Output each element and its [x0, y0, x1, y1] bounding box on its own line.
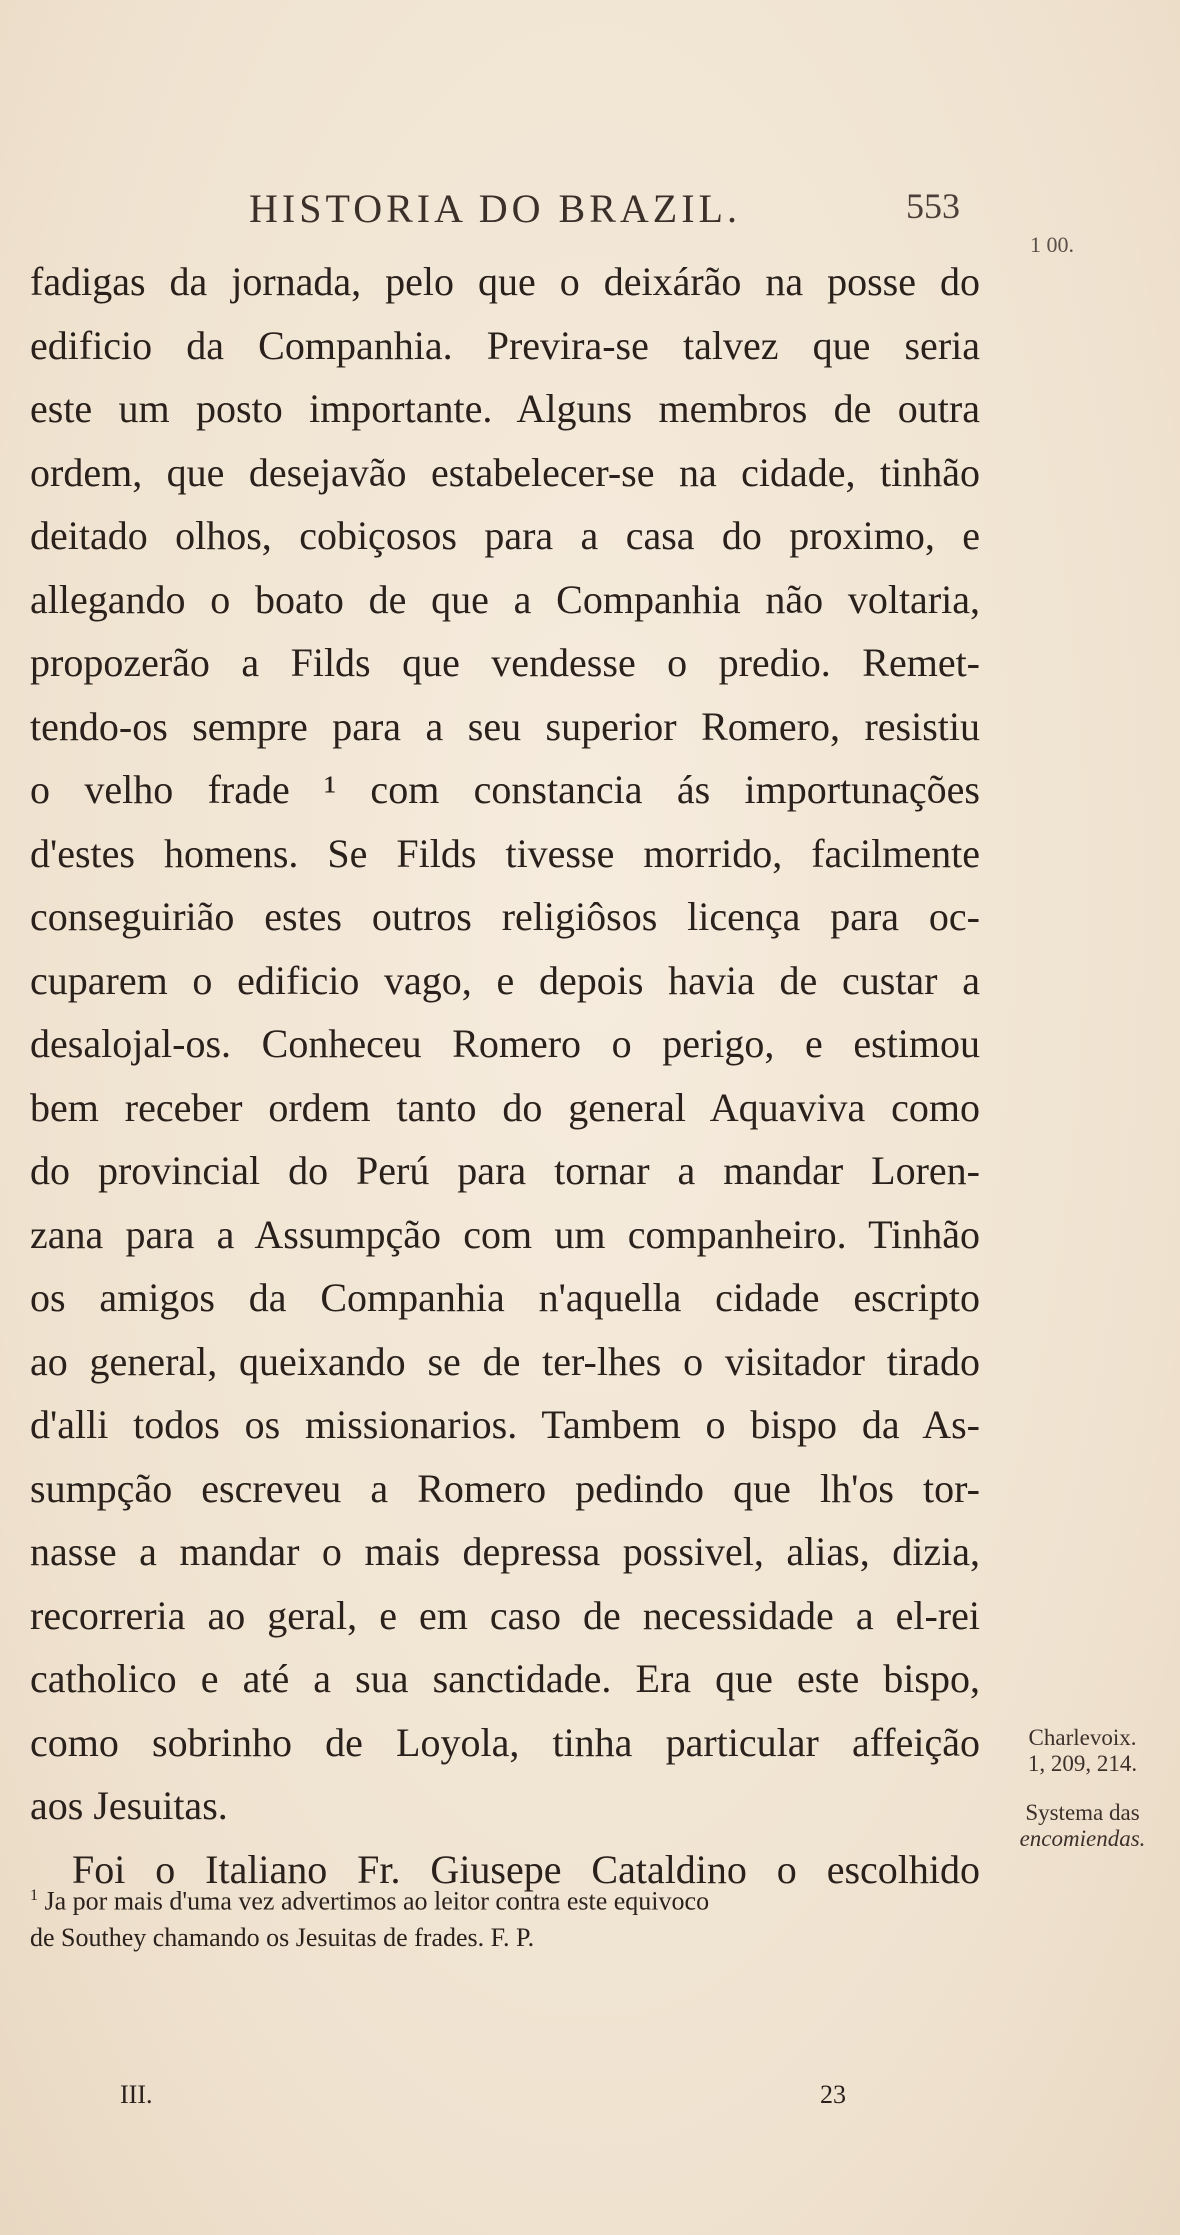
text-line: nasse a mandar o mais depressa possivel, alias, dizia, [30, 1529, 980, 1574]
signature-mark: 23 [820, 2080, 846, 2109]
text-line: como sobrinho de Loyola, tinha particular affeição [30, 1719, 980, 1765]
footnote-text: de Southey chamando os Jesuitas de frades. F. P. [30, 1923, 535, 1952]
text-line: aos Jesuitas. [30, 1783, 228, 1828]
text-line: d'alli todos os missionarios. Tambem o bispo da As- [30, 1402, 980, 1447]
footnotes [30, 1875, 980, 1959]
sidenote-charlevoix-title: Charlevoix. [1028, 1725, 1137, 1750]
text-line: desalojal-os. Conheceu Romero o perigo, e estimou [30, 1021, 980, 1066]
page-footer [30, 2080, 980, 2120]
text-line: cuparem o edificio vago, e depois havia de custar a [30, 957, 980, 1003]
text-line: zana para a Assumpção com um companheiro. Tinhão [30, 1211, 980, 1257]
sidenote-systema-subtitle: encomiendas. [1019, 1826, 1146, 1851]
sidenote-charlevoix-ref: 1, 209, 214. [1027, 1751, 1138, 1776]
footnote-line [30, 1917, 980, 1959]
sidenote-systema-title: Systema das [1025, 1800, 1140, 1825]
text-line: os amigos da Companhia n'aquella cidade escripto [30, 1275, 980, 1320]
footnote-text: Ja por mais d'uma vez advertimos ao leitor contra este equivoco [38, 1886, 710, 1916]
body-text [30, 250, 980, 1901]
text-line: Foi o Italiano Fr. Giusepe Cataldino o escolhido [72, 1846, 980, 1892]
text-line: d'estes homens. Se Filds tivesse morrido, facilmente [30, 830, 980, 876]
margin-note-top: 1 00. [1030, 232, 1074, 257]
sidenote-charlevoix [995, 1725, 1170, 1777]
text-line: ordem, que desejavão estabelecer-se na cidade, tinhão [30, 449, 980, 495]
text-line: fadigas da jornada, pelo que o deixárão na posse do [30, 259, 980, 304]
text-line: sumpção escreveu a Romero pedindo que lh'os tor- [30, 1465, 980, 1511]
running-title: HISTORIA DO BRAZIL. [249, 186, 741, 231]
text-line: catholico e até a sua sanctidade. Era que este bispo, [30, 1656, 980, 1701]
page-number: 553 [906, 186, 960, 226]
text-line: conseguirião estes outros religiôsos licença para oc- [30, 894, 980, 939]
text-line: ao general, queixando se de ter-lhes o visitador tirado [30, 1338, 980, 1384]
sidenote-systema [995, 1800, 1170, 1852]
text-line: recorreria ao geral, e em caso de necessidade a el-rei [30, 1592, 980, 1638]
text-line: o velho frade ¹ com constancia ás importunações [30, 767, 980, 812]
text-line: deitado olhos, cobiçosos para a casa do proximo, e [30, 513, 980, 558]
text-line: allegando o boato de que a Companhia não voltaria, [30, 576, 980, 622]
footnote-mark: 1 [30, 1887, 38, 1904]
text-line: edificio da Companhia. Previra-se talvez que seria [30, 322, 980, 368]
text-line: bem receber ordem tanto do general Aquaviva como [30, 1084, 980, 1130]
text-line: propozerão a Filds que vendesse o predio. Remet- [30, 640, 980, 685]
running-header [30, 185, 960, 241]
text-line: tendo-os sempre para a seu superior Romero, resistiu [30, 703, 980, 749]
text-line: do provincial do Perú para tornar a mandar Loren- [30, 1148, 980, 1193]
text-line: este um posto importante. Alguns membros de outra [30, 386, 980, 431]
footnote-line [30, 1875, 980, 1917]
volume-number: III. [120, 2080, 153, 2109]
